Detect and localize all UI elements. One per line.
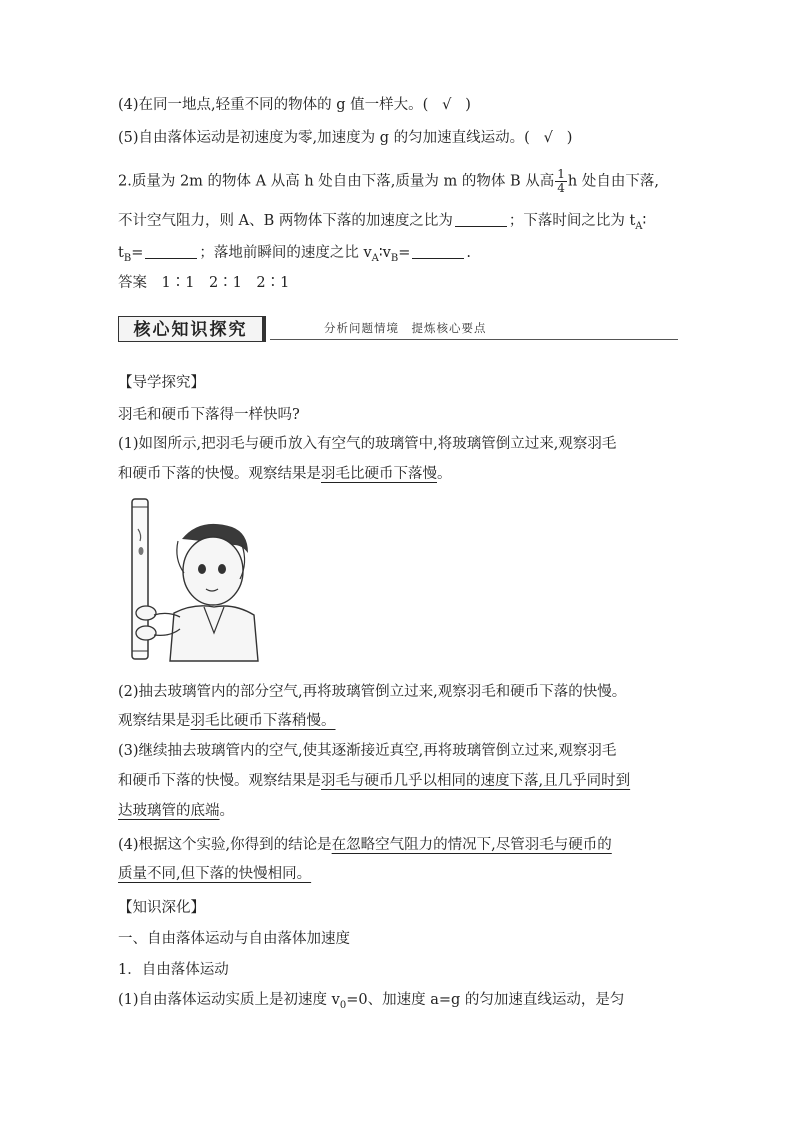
problem-2-line-3: $t_B=$ ；落地前瞬间的速度之比 $v_A∶v_B=$ .	[118, 245, 471, 264]
deepen-line-1: (1)自由落体运动实质上是初速度 $v_0=0$、加速度 a=g 的匀加速直线运动，是匀	[118, 992, 625, 1011]
guide-step-2b: 观察结果是羽毛比硬币下落稍慢。	[118, 713, 336, 729]
check-mark: √	[442, 97, 452, 113]
guide-step-3b: 和硬币下落的快慢。观察结果是羽毛与硬币几乎以相同的速度下落,且几乎同时到	[118, 773, 631, 789]
check-mark: √	[543, 130, 553, 146]
guide-step-2a: (2)抽去玻璃管内的部分空气,再将玻璃管倒立过来,观察羽毛和硬币下落的快慢。	[118, 684, 627, 700]
statement-4: (4)在同一地点,轻重不同的物体的 g 值一样大。( √ )	[118, 97, 471, 113]
deepen-heading: 【知识深化】	[118, 900, 205, 916]
fraction-one-quarter: $\frac{1}{4}$	[557, 167, 565, 195]
guide-step-4a: (4)根据这个实验,你得到的结论是在忽略空气阻力的情况下,尽管羽毛与硬币的	[118, 837, 612, 853]
guide-heading: 【导学探究】	[118, 375, 205, 391]
guide-step-4b: 质量不同,但下落的快慢相同。	[118, 866, 312, 882]
guide-question: 羽毛和硬币下落得一样快吗?	[118, 407, 300, 423]
experiment-illustration	[118, 495, 268, 669]
guide-step-3a: (3)继续抽去玻璃管内的空气,使其逐渐接近真空,再将玻璃管倒立过来,观察羽毛	[118, 743, 617, 759]
subsection-1-title: 1．自由落体运动	[118, 962, 229, 978]
answer-blank-time[interactable]	[145, 244, 197, 259]
banner-rule	[270, 339, 678, 340]
statement-5: (5)自由落体运动是初速度为零,加速度为 g 的匀加速直线运动。( √ )	[118, 130, 573, 146]
guide-step-3c: 达玻璃管的底端。	[118, 803, 234, 819]
section-banner	[118, 316, 678, 342]
banner-title: 核心知识探究	[118, 316, 266, 342]
guide-step-1b: 和硬币下落的快慢。观察结果是羽毛比硬币下落慢。	[118, 466, 452, 482]
boy-with-glass-tube-icon	[118, 495, 268, 665]
banner-subtitle: 分析问题情境 提炼核心要点	[324, 321, 487, 335]
section-1-title: 一、自由落体运动与自由落体加速度	[118, 931, 350, 947]
answer-line: 答案 1∶1 2∶1 2∶1	[118, 275, 290, 291]
problem-2-line-2: 不计空气阻力，则 A、B 两物体下落的加速度之比为 ；下落时间之比为 $t_A∶$	[118, 213, 647, 232]
guide-step-1a: (1)如图所示,把羽毛与硬币放入有空气的玻璃管中,将玻璃管倒立过来,观察羽毛	[118, 436, 617, 452]
answer-blank-acceleration[interactable]	[455, 212, 507, 227]
problem-2-line-1: 2.质量为 2m 的物体 A 从高 h 处自由下落,质量为 m 的物体 B 从高 $\frac{1}{4}$ h 处自由下落,	[118, 167, 659, 195]
answer-blank-velocity[interactable]	[412, 244, 464, 259]
